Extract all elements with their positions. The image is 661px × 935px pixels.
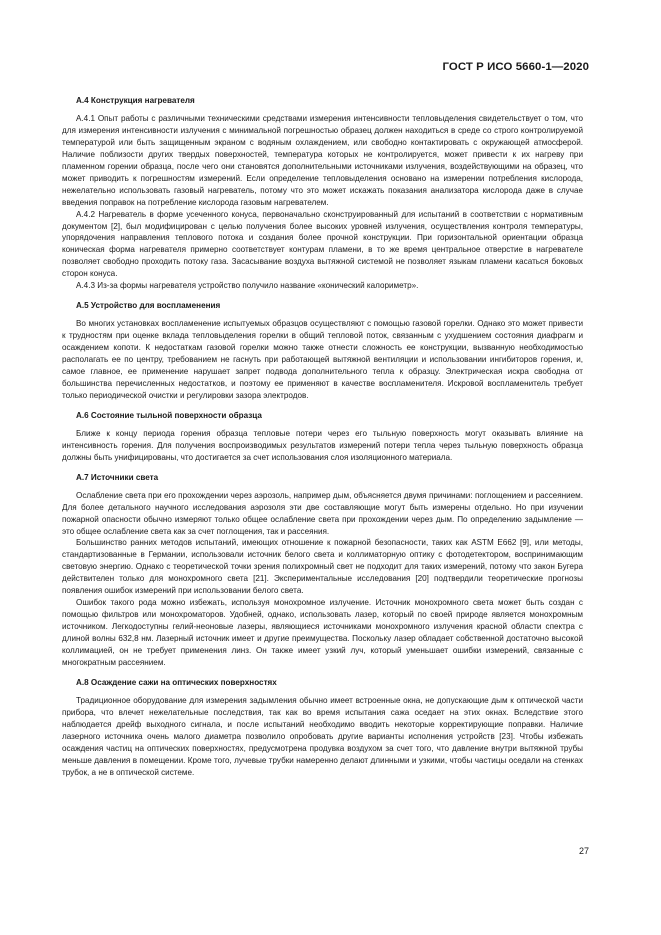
- section-title: А.4 Конструкция нагревателя: [76, 96, 195, 105]
- section-title: А.6 Состояние тыльной поверхности образца: [76, 410, 262, 420]
- paragraph: А.4.3 Из-за формы нагревателя устройство получило название «конический калориметр».: [76, 281, 419, 291]
- section-a5: [62, 300, 583, 402]
- document-body: [62, 95, 583, 787]
- paragraph: Ошибок такого рода можно избежать, используя монохромное излучение. Источник монохромного света может быть создан с помощью фильтров или монохроматоров. Удобней, однако, использовать лазер, который по своей природе является монохромным источником. Легкодоступны гелий-неоновые лазеры, являющиеся источниками монохромного излучения красной области спектра с длиной волны 632,8 нм. Лазерный источник имеет и другие преимущества. Поскольку лазер обладает собственной достаточно высокой коллимацией, он не требует применения линз. Он также имеет узкий луч, который уменьшает ошибки измерений, связанные с многократным рассеянием.: [62, 598, 583, 667]
- paragraph: Традиционное оборудование для измерения задымления обычно имеет встроенные окна, не допускающие дым к оптической части прибора, что влечет нежелательные последствия, так как во время испытания сажа оседает на этих окнах. Вследствие этого наблюдается дрейф выходного сигнала, и после испытаний необходимо вводить некоторые корректирующие поправки. Наличие лазерного источника очень малого диаметра позволило опробовать другие варианты исполнения устройств [23]. Чтобы избежать осаждения частиц на оптических поверхностях, предусмотрена продувка воздухом за счет того, что давление внутри вытяжной трубы меньше давления в помещении. Кроме того, лучевые трубки намеренно делают длинными и узкими, чтобы частицы оседали на стенках трубок, а не в оптической системе.: [62, 695, 583, 777]
- section-title: А.5 Устройство для воспламенения: [76, 301, 221, 311]
- section-title: А.7 Источники света: [76, 472, 159, 482]
- section-a7: [62, 472, 583, 669]
- paragraph: А.4.2 Нагреватель в форме усеченного конуса, первоначально сконструированный для испытаний в соответствии с нормативным документом [2], был модифицирован с целью получения более высоких уровней излучения, осуществления контроля температуры, упорядочения направления теплового потока и создания более прочной конструкции. При горизонтальной ориентации образца коническая форма нагревателя примерно соответствует контурам пламени, в то же время центральное отверстие в нагревателе позволяет свободно проходить потоку газа. Засасывание воздуха вытяжной системой не позволяет языкам пламени касаться боковых сторон конуса.: [62, 209, 583, 279]
- paragraph: Во многих установках воспламенение испытуемых образцов осуществляют с помощью газовой горелки. Однако это может привести к трудностям при оценке вклада тепловыделения горелки в общий тепловой поток, связанным с ухудшением состояния диафрагм и осаждением копоти. К недостаткам газовой горелки можно также отнести сложность ее конструкции, вызванную необходимостью располагать ее по центру, требованием не гаснуть при работающей вытяжной вентиляции и использовании ингибиторов горения, и, самое главное, ее применение нарушает запрет подвода дополнительного тепла к образцу. Электрическая искра свободна от большинства перечисленных недостатков, и поэтому ее применяют в качестве воспламенителя. Искровой воспламенитель требует только периодической очистки и регулировки зазора электродов.: [62, 319, 583, 400]
- paragraph: Ближе к концу периода горения образца тепловые потери через его тыльную поверхность могут оказывать влияние на интенсивность горения. Для получения воспроизводимых результатов измерений потери тепла через тыльную поверхность образца должны быть унифицированы, что достигается за счет использования слоя изоляционного материала.: [62, 428, 583, 462]
- section-title: А.8 Осаждение сажи на оптических поверхностях: [76, 677, 277, 687]
- section-a6: [62, 410, 583, 464]
- page-number: 27: [578, 846, 589, 856]
- paragraph: Ослабление света при его прохождении через аэрозоль, например дым, объясняется двумя причинами: поглощением и рассеянием. Для более детального научного исследования аэрозоля эти две составляющие могут быть измерены отдельно. Но при изучении пожарной опасности обычно измеряют только общее ослабление света при прохождении через дым. По определению задымление — это общее ослабление света как за счет поглощения, так и рассеяния.: [62, 490, 583, 536]
- section-a8: [62, 677, 583, 779]
- section-a4: [62, 95, 583, 292]
- paragraph: А.4.1 Опыт работы с различными техническими средствами измерения интенсивности тепловыделения свидетельствует о том, что для измерения интенсивности излучения с минимальной погрешностью образец должен находиться в среде со строго контролируемой температурой или быть защищенным экраном с водяным охлаждением, или свободно контактировать с окружающей атмосферой. Наличие поблизости других твердых поверхностей, температура которых не контролируется, может привести к их нагреву при пламенном горении образца, после чего они становятся дополнительными источниками излучения, воздействующими на образец, что может приводить к погрешностям измерений. Если определение тепловыделения основано на измерении потребления кислорода, нежелательно использовать газовый нагреватель, потому что это может искажать показания анализатора кислорода даже в случае введения поправок на потребление кислорода газовым нагревателем.: [62, 113, 583, 207]
- document-code: ГОСТ Р ИСО 5660-1—2020: [442, 61, 589, 73]
- paragraph: Большинство ранних методов испытаний, имеющих отношение к пожарной безопасности, таких как ASTM E662 [9], или методы, стандартизованные в Германии, использовали источник белого света и коллиматорную оптику с фотодетектором, воспринимающим световую энергию. Однако с теоретической точки зрения полихромный свет не подходит для таких измерений, потому что закон Бугера действителен только для монохромного света [21]. Экспериментальные исследования [20] подтвердили теоретические прогнозы появления ошибок измерений при использовании белого света.: [62, 538, 583, 596]
